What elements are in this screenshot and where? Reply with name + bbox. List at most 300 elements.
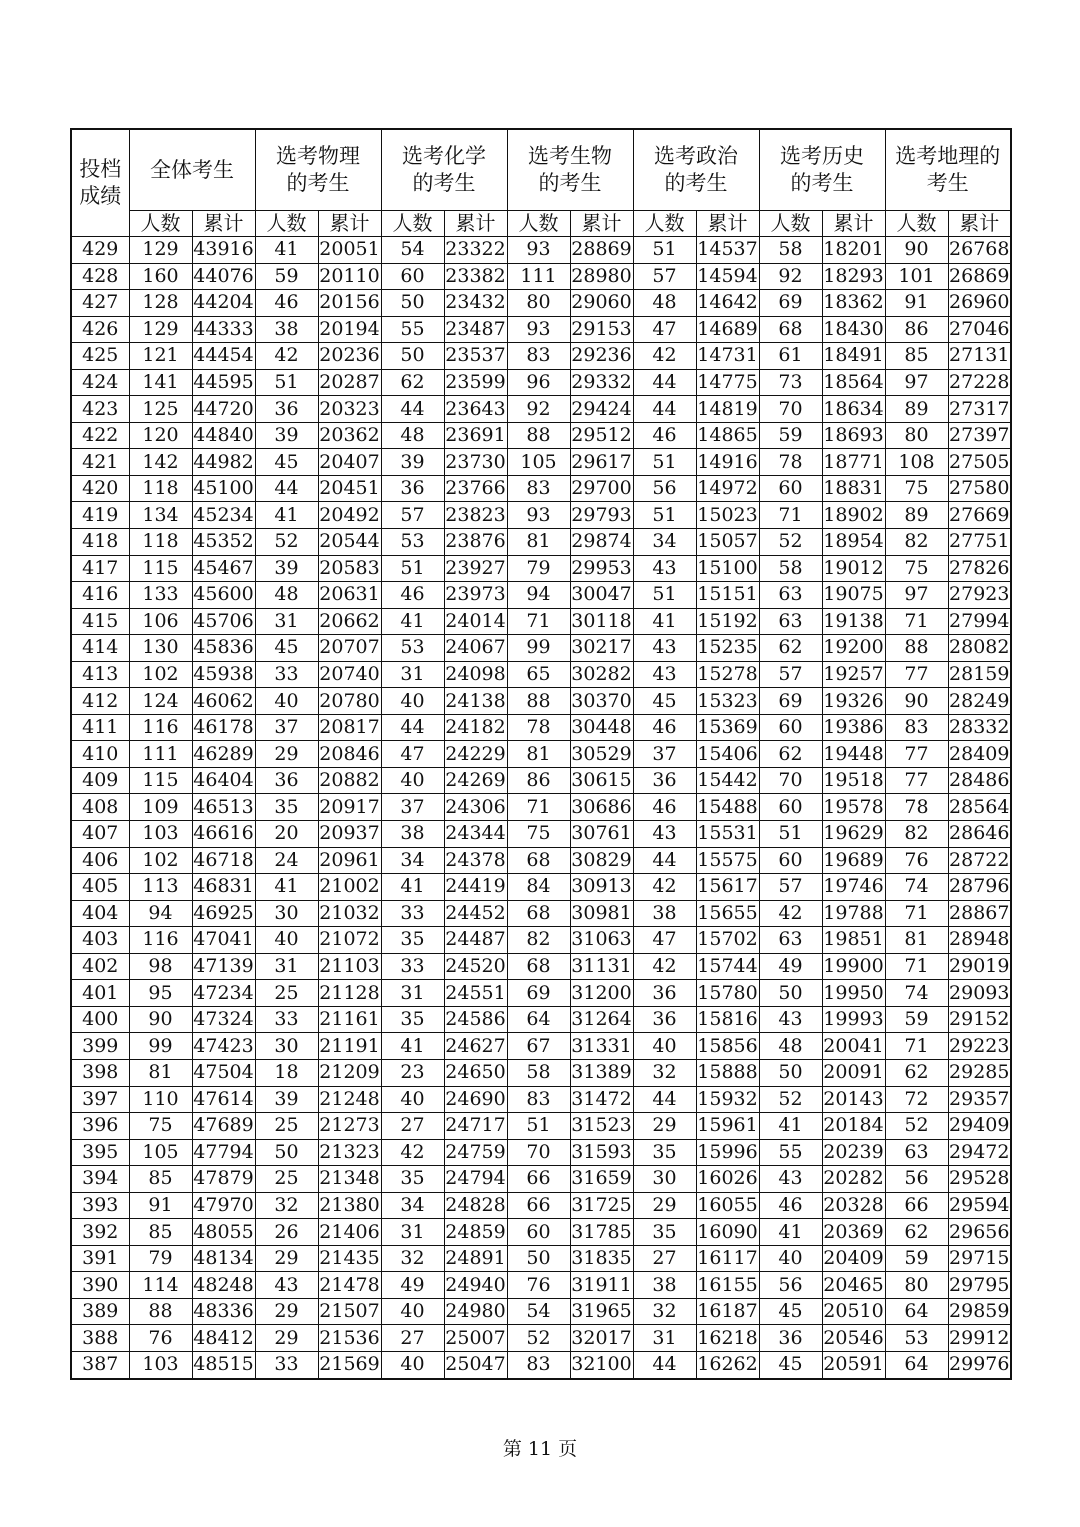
count-cell: 51 [633,449,696,476]
cumulative-cell: 29793 [570,502,633,529]
count-cell: 46 [255,290,318,317]
cumulative-cell: 20362 [318,422,381,449]
count-cell: 39 [255,1086,318,1113]
cumulative-cell: 31389 [570,1059,633,1086]
count-cell: 90 [129,1006,192,1033]
cumulative-cell: 30118 [570,608,633,635]
cumulative-cell: 20194 [318,316,381,343]
cumulative-cell: 44840 [192,422,255,449]
cumulative-cell: 48515 [192,1351,255,1378]
cumulative-cell: 23730 [444,449,507,476]
cumulative-cell: 23643 [444,396,507,423]
cumulative-cell: 47879 [192,1166,255,1193]
count-cell: 44 [633,847,696,874]
cumulative-cell: 20510 [822,1298,885,1325]
cumulative-cell: 20707 [318,635,381,662]
cumulative-cell: 30282 [570,661,633,688]
count-cell: 90 [885,237,948,264]
cumulative-cell: 14819 [696,396,759,423]
cumulative-cell: 23691 [444,422,507,449]
cumulative-cell: 29512 [570,422,633,449]
count-cell: 77 [885,661,948,688]
cumulative-cell: 20544 [318,529,381,556]
count-cell: 27 [381,1113,444,1140]
count-cell: 51 [633,502,696,529]
count-cell: 33 [255,1351,318,1378]
count-cell: 43 [633,635,696,662]
count-cell: 41 [759,1219,822,1246]
cumulative-cell: 24980 [444,1298,507,1325]
count-cell: 36 [633,980,696,1007]
cumulative-cell: 20846 [318,741,381,768]
table-row [71,953,1011,980]
table-row [71,1298,1011,1325]
cumulative-cell: 27046 [948,316,1011,343]
table-row [71,1325,1011,1352]
cumulative-cell: 21348 [318,1166,381,1193]
cumulative-cell: 24378 [444,847,507,874]
count-cell: 74 [885,980,948,1007]
count-cell: 73 [759,369,822,396]
cumulative-cell: 24794 [444,1166,507,1193]
count-cell: 32 [381,1245,444,1272]
cumulative-cell: 15780 [696,980,759,1007]
table-row [71,874,1011,901]
count-cell: 42 [255,343,318,370]
table-row [71,475,1011,502]
count-cell: 48 [633,290,696,317]
count-cell: 32 [633,1298,696,1325]
count-cell: 68 [507,953,570,980]
count-cell: 40 [255,927,318,954]
table-row [71,449,1011,476]
count-cell: 29 [255,1325,318,1352]
header-group-geography: 选考地理的 考生 [885,129,1011,211]
score-cell: 418 [71,529,129,556]
table-row [71,714,1011,741]
count-cell: 66 [507,1192,570,1219]
score-cell: 409 [71,767,129,794]
count-cell: 34 [381,847,444,874]
cumulative-cell: 27669 [948,502,1011,529]
cumulative-cell: 15323 [696,688,759,715]
cumulative-cell: 20817 [318,714,381,741]
count-cell: 93 [507,316,570,343]
count-cell: 92 [507,396,570,423]
cumulative-cell: 19200 [822,635,885,662]
count-cell: 102 [129,661,192,688]
count-cell: 88 [129,1298,192,1325]
cumulative-cell: 29528 [948,1166,1011,1193]
cumulative-cell: 28980 [570,263,633,290]
cumulative-cell: 20465 [822,1272,885,1299]
cumulative-cell: 28564 [948,794,1011,821]
count-cell: 50 [507,1245,570,1272]
count-cell: 124 [129,688,192,715]
cumulative-cell: 45706 [192,608,255,635]
count-cell: 74 [885,874,948,901]
count-cell: 47 [381,741,444,768]
count-cell: 90 [885,688,948,715]
cumulative-cell: 29715 [948,1245,1011,1272]
count-cell: 115 [129,555,192,582]
count-cell: 62 [759,741,822,768]
count-cell: 86 [885,316,948,343]
table-row [71,369,1011,396]
count-cell: 44 [633,1086,696,1113]
cumulative-cell: 20051 [318,237,381,264]
count-cell: 57 [759,661,822,688]
cumulative-cell: 46289 [192,741,255,768]
cumulative-cell: 45467 [192,555,255,582]
count-cell: 43 [759,1006,822,1033]
count-cell: 26 [255,1219,318,1246]
cumulative-cell: 24520 [444,953,507,980]
cumulative-cell: 24759 [444,1139,507,1166]
score-cell: 411 [71,714,129,741]
subheader-count: 人数 [255,211,318,237]
score-cell: 425 [71,343,129,370]
cumulative-cell: 27505 [948,449,1011,476]
cumulative-cell: 31835 [570,1245,633,1272]
count-cell: 46 [633,794,696,821]
subheader-cumulative: 累计 [948,211,1011,237]
cumulative-cell: 31725 [570,1192,633,1219]
count-cell: 80 [507,290,570,317]
cumulative-cell: 15856 [696,1033,759,1060]
count-cell: 88 [885,635,948,662]
score-cell: 404 [71,900,129,927]
cumulative-cell: 27580 [948,475,1011,502]
cumulative-cell: 30913 [570,874,633,901]
count-cell: 91 [885,290,948,317]
cumulative-cell: 16055 [696,1192,759,1219]
cumulative-cell: 19578 [822,794,885,821]
cumulative-cell: 20451 [318,475,381,502]
cumulative-cell: 15278 [696,661,759,688]
subheader-count: 人数 [129,211,192,237]
cumulative-cell: 21323 [318,1139,381,1166]
cumulative-cell: 27751 [948,529,1011,556]
count-cell: 101 [885,263,948,290]
count-cell: 65 [507,661,570,688]
table-row [71,582,1011,609]
count-cell: 116 [129,714,192,741]
table-row [71,290,1011,317]
count-cell: 41 [255,237,318,264]
cumulative-cell: 24014 [444,608,507,635]
count-cell: 63 [759,582,822,609]
count-cell: 60 [759,714,822,741]
count-cell: 83 [507,1351,570,1378]
cumulative-cell: 30370 [570,688,633,715]
count-cell: 118 [129,475,192,502]
cumulative-cell: 20631 [318,582,381,609]
subheader-cumulative: 累计 [822,211,885,237]
cumulative-cell: 19950 [822,980,885,1007]
count-cell: 84 [507,874,570,901]
count-cell: 31 [381,980,444,1007]
cumulative-cell: 23537 [444,343,507,370]
cumulative-cell: 18954 [822,529,885,556]
count-cell: 63 [759,927,822,954]
cumulative-cell: 30529 [570,741,633,768]
count-cell: 83 [507,1086,570,1113]
subheader-count: 人数 [507,211,570,237]
count-cell: 36 [255,396,318,423]
cumulative-cell: 19746 [822,874,885,901]
cumulative-cell: 14594 [696,263,759,290]
table-row [71,900,1011,927]
count-cell: 36 [255,767,318,794]
cumulative-cell: 29953 [570,555,633,582]
cumulative-cell: 31200 [570,980,633,1007]
subheader-cumulative: 累计 [318,211,381,237]
cumulative-cell: 19257 [822,661,885,688]
cumulative-cell: 31911 [570,1272,633,1299]
score-cell: 413 [71,661,129,688]
score-cell: 423 [71,396,129,423]
cumulative-cell: 21507 [318,1298,381,1325]
count-cell: 31 [255,608,318,635]
cumulative-cell: 20882 [318,767,381,794]
count-cell: 51 [255,369,318,396]
cumulative-cell: 19138 [822,608,885,635]
cumulative-cell: 18634 [822,396,885,423]
count-cell: 45 [759,1351,822,1378]
count-cell: 44 [633,396,696,423]
cumulative-cell: 14689 [696,316,759,343]
count-cell: 70 [759,767,822,794]
count-cell: 114 [129,1272,192,1299]
cumulative-cell: 20937 [318,821,381,848]
cumulative-cell: 14972 [696,475,759,502]
count-cell: 41 [255,874,318,901]
count-cell: 58 [507,1059,570,1086]
count-cell: 91 [129,1192,192,1219]
cumulative-cell: 19993 [822,1006,885,1033]
count-cell: 53 [381,529,444,556]
cumulative-cell: 45234 [192,502,255,529]
count-cell: 82 [507,927,570,954]
cumulative-cell: 30615 [570,767,633,794]
count-cell: 69 [759,688,822,715]
count-cell: 45 [759,1298,822,1325]
count-cell: 61 [759,343,822,370]
count-cell: 63 [759,608,822,635]
count-cell: 128 [129,290,192,317]
table-body [71,237,1011,1379]
cumulative-cell: 21032 [318,900,381,927]
cumulative-cell: 24859 [444,1219,507,1246]
score-cell: 426 [71,316,129,343]
count-cell: 62 [885,1059,948,1086]
count-cell: 71 [507,794,570,821]
cumulative-cell: 29594 [948,1192,1011,1219]
count-cell: 72 [885,1086,948,1113]
cumulative-cell: 29424 [570,396,633,423]
cumulative-cell: 19629 [822,821,885,848]
cumulative-cell: 21072 [318,927,381,954]
count-cell: 93 [507,237,570,264]
cumulative-cell: 19518 [822,767,885,794]
count-cell: 97 [885,582,948,609]
score-cell: 421 [71,449,129,476]
header-group-chemistry: 选考化学 的考生 [381,129,507,211]
cumulative-cell: 21103 [318,953,381,980]
count-cell: 71 [885,953,948,980]
score-cell: 394 [71,1166,129,1193]
count-cell: 45 [255,635,318,662]
cumulative-cell: 31063 [570,927,633,954]
table-row [71,1192,1011,1219]
table-row [71,316,1011,343]
cumulative-cell: 47423 [192,1033,255,1060]
count-cell: 99 [129,1033,192,1060]
subheader-count: 人数 [759,211,822,237]
cumulative-cell: 20323 [318,396,381,423]
count-cell: 39 [381,449,444,476]
table-row [71,767,1011,794]
count-cell: 43 [633,661,696,688]
cumulative-cell: 15442 [696,767,759,794]
cumulative-cell: 29285 [948,1059,1011,1086]
cumulative-cell: 15617 [696,874,759,901]
count-cell: 30 [255,900,318,927]
cumulative-cell: 45100 [192,475,255,502]
cumulative-cell: 29153 [570,316,633,343]
cumulative-cell: 18362 [822,290,885,317]
cumulative-cell: 29874 [570,529,633,556]
cumulative-cell: 21273 [318,1113,381,1140]
count-cell: 94 [507,582,570,609]
count-cell: 55 [381,316,444,343]
table-row [71,1219,1011,1246]
cumulative-cell: 24138 [444,688,507,715]
cumulative-cell: 23432 [444,290,507,317]
cumulative-cell: 48412 [192,1325,255,1352]
page-number: 第 11 页 [502,1438,578,1460]
cumulative-cell: 30981 [570,900,633,927]
count-cell: 130 [129,635,192,662]
table-row [71,1113,1011,1140]
count-cell: 52 [507,1325,570,1352]
header-group-biology: 选考生物 的考生 [507,129,633,211]
table-row [71,263,1011,290]
cumulative-cell: 14537 [696,237,759,264]
count-cell: 36 [381,475,444,502]
cumulative-cell: 14916 [696,449,759,476]
count-cell: 71 [759,502,822,529]
subheader-count: 人数 [381,211,444,237]
cumulative-cell: 15151 [696,582,759,609]
cumulative-cell: 31965 [570,1298,633,1325]
count-cell: 42 [381,1139,444,1166]
score-cell: 417 [71,555,129,582]
cumulative-cell: 32100 [570,1351,633,1378]
cumulative-cell: 44076 [192,263,255,290]
cumulative-cell: 16218 [696,1325,759,1352]
cumulative-cell: 28159 [948,661,1011,688]
count-cell: 89 [885,396,948,423]
count-cell: 63 [885,1139,948,1166]
count-cell: 25 [255,1113,318,1140]
count-cell: 41 [381,608,444,635]
cumulative-cell: 29472 [948,1139,1011,1166]
cumulative-cell: 15406 [696,741,759,768]
count-cell: 35 [381,1166,444,1193]
count-cell: 85 [885,343,948,370]
cumulative-cell: 20041 [822,1033,885,1060]
table-row [71,741,1011,768]
count-cell: 52 [885,1113,948,1140]
count-cell: 33 [255,1006,318,1033]
cumulative-cell: 23382 [444,263,507,290]
cumulative-cell: 44204 [192,290,255,317]
count-cell: 88 [507,422,570,449]
cumulative-cell: 48134 [192,1245,255,1272]
cumulative-cell: 18693 [822,422,885,449]
score-cell: 429 [71,237,129,264]
cumulative-cell: 29152 [948,1006,1011,1033]
cumulative-cell: 29093 [948,980,1011,1007]
count-cell: 86 [507,767,570,794]
score-cell: 387 [71,1351,129,1378]
cumulative-cell: 29236 [570,343,633,370]
cumulative-cell: 18491 [822,343,885,370]
count-cell: 134 [129,502,192,529]
cumulative-cell: 46178 [192,714,255,741]
count-cell: 105 [129,1139,192,1166]
cumulative-cell: 47689 [192,1113,255,1140]
score-cell: 398 [71,1059,129,1086]
cumulative-cell: 29060 [570,290,633,317]
cumulative-cell: 19326 [822,688,885,715]
cumulative-cell: 28409 [948,741,1011,768]
count-cell: 43 [759,1166,822,1193]
cumulative-cell: 26869 [948,263,1011,290]
cumulative-cell: 19448 [822,741,885,768]
header-group-politics: 选考政治 的考生 [633,129,759,211]
cumulative-cell: 20591 [822,1351,885,1378]
count-cell: 109 [129,794,192,821]
count-cell: 106 [129,608,192,635]
cumulative-cell: 20780 [318,688,381,715]
count-cell: 70 [507,1139,570,1166]
table-row [71,847,1011,874]
cumulative-cell: 46925 [192,900,255,927]
score-cell: 406 [71,847,129,874]
cumulative-cell: 48055 [192,1219,255,1246]
count-cell: 53 [381,635,444,662]
cumulative-cell: 21209 [318,1059,381,1086]
cumulative-cell: 24487 [444,927,507,954]
count-cell: 36 [759,1325,822,1352]
table-row [71,980,1011,1007]
count-cell: 79 [507,555,570,582]
cumulative-cell: 28869 [570,237,633,264]
cumulative-cell: 19900 [822,953,885,980]
count-cell: 55 [759,1139,822,1166]
cumulative-cell: 15575 [696,847,759,874]
cumulative-cell: 47794 [192,1139,255,1166]
cumulative-cell: 18564 [822,369,885,396]
cumulative-cell: 21002 [318,874,381,901]
count-cell: 97 [885,369,948,396]
count-cell: 46 [759,1192,822,1219]
cumulative-cell: 23927 [444,555,507,582]
cumulative-cell: 16117 [696,1245,759,1272]
